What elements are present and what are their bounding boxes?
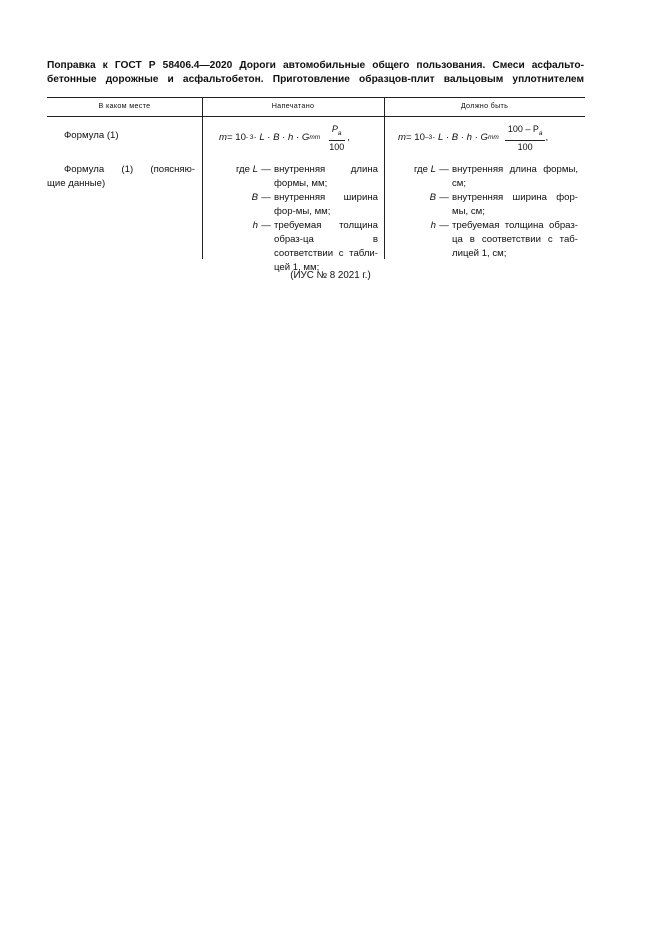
numerator-sub: a: [337, 129, 342, 137]
formula-end: ,: [347, 131, 350, 143]
ius-reference: (ИУС № 8 2021 г.): [290, 270, 371, 281]
formula-fraction: [326, 123, 347, 153]
formula-sub: mm: [309, 133, 321, 141]
fraction-denominator: 100: [517, 141, 533, 152]
header-where: В каком месте: [98, 101, 151, 110]
definition-symbol: где L: [413, 164, 436, 175]
header-printed: Напечатано: [271, 101, 315, 110]
definition-text: внутренняя длина формы, мм;: [274, 164, 378, 189]
definition-symbol: B: [429, 192, 436, 203]
row2-where-line2: щие данные): [47, 178, 106, 189]
amendment-table: [47, 97, 585, 273]
numerator-sub: a: [538, 129, 543, 137]
definition-text: требуемая толщина образ-ца в соответствии с табли-цей 1, мм;: [274, 220, 378, 273]
formula-mid: · L · B · h · G: [432, 131, 488, 143]
row1-should-be-formula: [398, 123, 548, 153]
definition-row: [220, 191, 378, 219]
definition-text: внутренняя ширина фор-мы, мм;: [274, 192, 378, 217]
definition-dash: —: [261, 192, 271, 203]
definition-text: требуемая толщина образ-ца в соответствии с таб-лицей 1, см;: [452, 220, 578, 259]
row1-where: Формула (1): [64, 130, 119, 141]
column-divider-1: [202, 97, 203, 259]
definition-dash: —: [439, 164, 449, 175]
formula-end: ,: [545, 131, 549, 143]
row2-where-line1: Формула (1) (поясняю-: [64, 164, 195, 175]
header-bottom-rule: [47, 116, 585, 117]
definition-dash: —: [261, 164, 271, 175]
table-top-rule: [47, 97, 585, 98]
title-line-2: бетонные дорожные и асфальтобетон. Приготовление образцов-плит вальцовым уплотнителем: [47, 74, 584, 85]
formula-exp: - 3: [245, 133, 254, 141]
row1-printed-formula: [219, 123, 350, 153]
definition-row: [220, 219, 378, 275]
definition-dash: —: [439, 220, 449, 231]
amendment-title: [47, 59, 584, 87]
formula-eq: = 10: [227, 131, 246, 143]
column-divider-2: [384, 97, 385, 259]
definition-symbol: где L: [235, 164, 258, 175]
definition-symbol: h: [252, 220, 258, 231]
formula-sub: mm: [487, 133, 499, 141]
definition-text: внутренняя длина формы, см;: [452, 164, 578, 189]
header-should-be: Должно быть: [460, 101, 509, 110]
fraction-numerator: P: [331, 124, 338, 134]
formula-mid: · L · B · h · G: [253, 131, 310, 143]
formula-exp: –3: [424, 133, 433, 141]
definition-dash: —: [439, 192, 449, 203]
definition-row: [398, 219, 578, 261]
formula-fraction: [505, 123, 549, 153]
formula-eq: = 10: [406, 131, 425, 143]
formula-lhs: m: [398, 131, 406, 143]
title-line-1: Поправка к ГОСТ Р 58406.4—2020 Дороги автомобильные общего пользования. Смеси асфальто-: [47, 60, 584, 71]
definition-text: внутренняя ширина фор-мы, см;: [452, 192, 578, 217]
row2-where: [47, 163, 195, 191]
fraction-numerator: 100 – P: [507, 124, 539, 134]
definition-row: [398, 191, 578, 219]
row2-printed-definitions: [220, 163, 378, 275]
fraction-denominator: 100: [329, 141, 345, 152]
formula-lhs: m: [219, 131, 227, 143]
definition-row: [398, 163, 578, 191]
definition-symbol: B: [251, 192, 258, 203]
definition-dash: —: [261, 220, 271, 231]
definition-row: [220, 163, 378, 191]
definition-symbol: h: [430, 220, 436, 231]
row2-should-be-definitions: [398, 163, 578, 261]
